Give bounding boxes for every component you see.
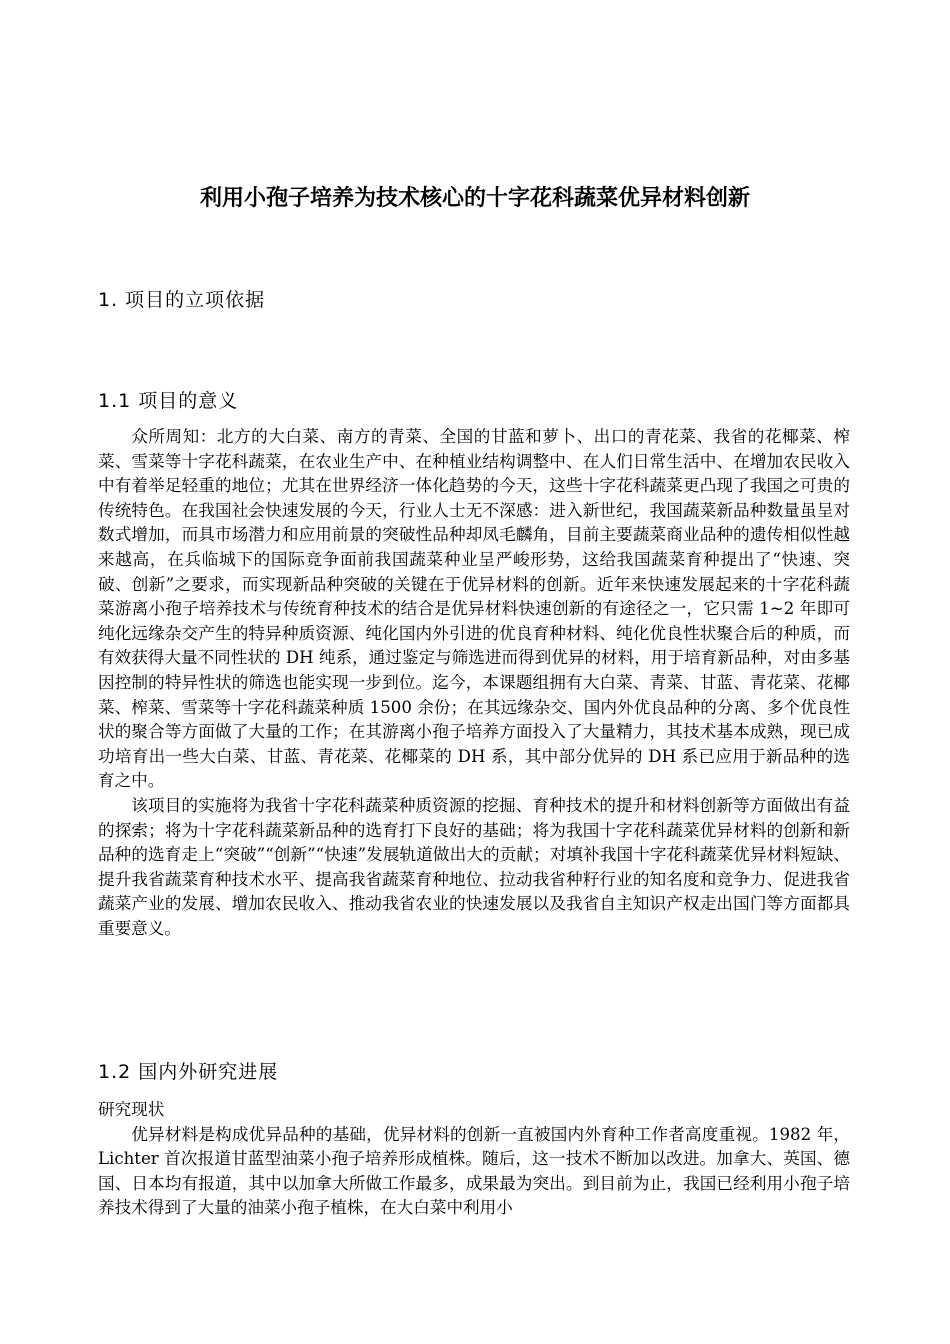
paragraph-research-status: 优异材料是构成优异品种的基础，优异材料的创新一直被国内外育种工作者高度重视。1982 年，Lichter 首次报道甘蓝型油菜小孢子培养形成植株。随后，这一技术不断加以改进。加拿大、英国、德国、日本均有报道，其中以加拿大所做工作最多，成果最为突出。到目前为止，我国已经利用小孢子培养技术得到了大量的油菜小孢子植株，在大白菜中利用小 <box>98 1124 850 1218</box>
section-heading-1: 1. 项目的立项依据 <box>98 289 266 311</box>
section-heading-1-2: 1.2 国内外研究进展 <box>98 1061 279 1083</box>
paragraph-significance: 众所周知：北方的大白菜、南方的青菜、全国的甘蓝和萝卜、出口的青花菜、我省的花椰菜、榨菜、雪菜等十字花科蔬菜，在农业生产中、在种植业结构调整中、在人们日常生活中、在增加农民收入中有着举足轻重的地位；尤其在世界经济一体化趋势的今天，这些十字花科蔬菜更凸现了我国之可贵的传统特色。在我国社会快速发展的今天，行业人士无不深感：进入新世纪，我国蔬菜新品种数量虽呈对数式增加，而具市场潜力和应用前景的突破性品种却凤毛麟角，目前主要蔬菜商业品种的遗传相似性越来越高，在兵临城下的国际竞争面前我国蔬菜种业呈严峻形势，这给我国蔬菜育种提出了“快速、突破、创新”之要求，而实现新品种突破的关键在于优异材料的创新。近年来快速发展起来的十字花科蔬菜游离小孢子培养技术与传统育种技术的结合是优异材料快速创新的有途径之一，它只需 1~2 年即可纯化远缘杂交产生的特异种质资源、纯化国内外引进的优良育种材料、纯化优良性状聚合后的种质，而有效获得大量不同性状的 DH 纯系，通过鉴定与筛选进而得到优异的材料，用于培育新品种，对由多基因控制的特异性状的筛选也能实现一步到位。迄今，本课题组拥有大白菜、青菜、甘蓝、青花菜、花椰菜、榨菜、雪菜等十字花科蔬菜种质 1500 余份；在其远缘杂交、国内外优良品种的分离、多个优良性状的聚合等方面做了大量的工作；在其游离小孢子培养方面投入了大量精力，其技术基本成熟，现已成功培育出一些大白菜、甘蓝、青花菜、花椰菜的 DH 系，其中部分优异的 DH 系已应用于新品种的选育之中。 <box>98 427 850 791</box>
subsection-label: 研究现状 <box>98 1100 165 1119</box>
document-title: 利用小孢子培养为技术核心的十字花科蔬菜优异材料创新 <box>199 186 750 211</box>
paragraph-implementation: 该项目的实施将为我省十字花科蔬菜种质资源的挖掘、育种技术的提升和材料创新等方面做出有益的探索；将为十字花科蔬菜新品种的选育打下良好的基础；将为我国十字花科蔬菜优异材料的创新和新品种的选育走上“突破”“创新”“快速”发展轨道做出大的贡献；对填补我国十字花科蔬菜优异材料短缺、提升我省蔬菜育种技术水平、提高我省蔬菜育种地位、拉动我省种籽行业的知名度和竞争力、促进我省蔬菜产业的发展、增加农民收入、推动我省农业的快速发展以及我省自主知识产权走出国门等方面都具重要意义。 <box>98 795 850 938</box>
section-heading-1-1: 1.1 项目的意义 <box>98 390 239 412</box>
section-1-2-body <box>98 1098 850 1221</box>
section-1-1-body <box>98 425 850 941</box>
